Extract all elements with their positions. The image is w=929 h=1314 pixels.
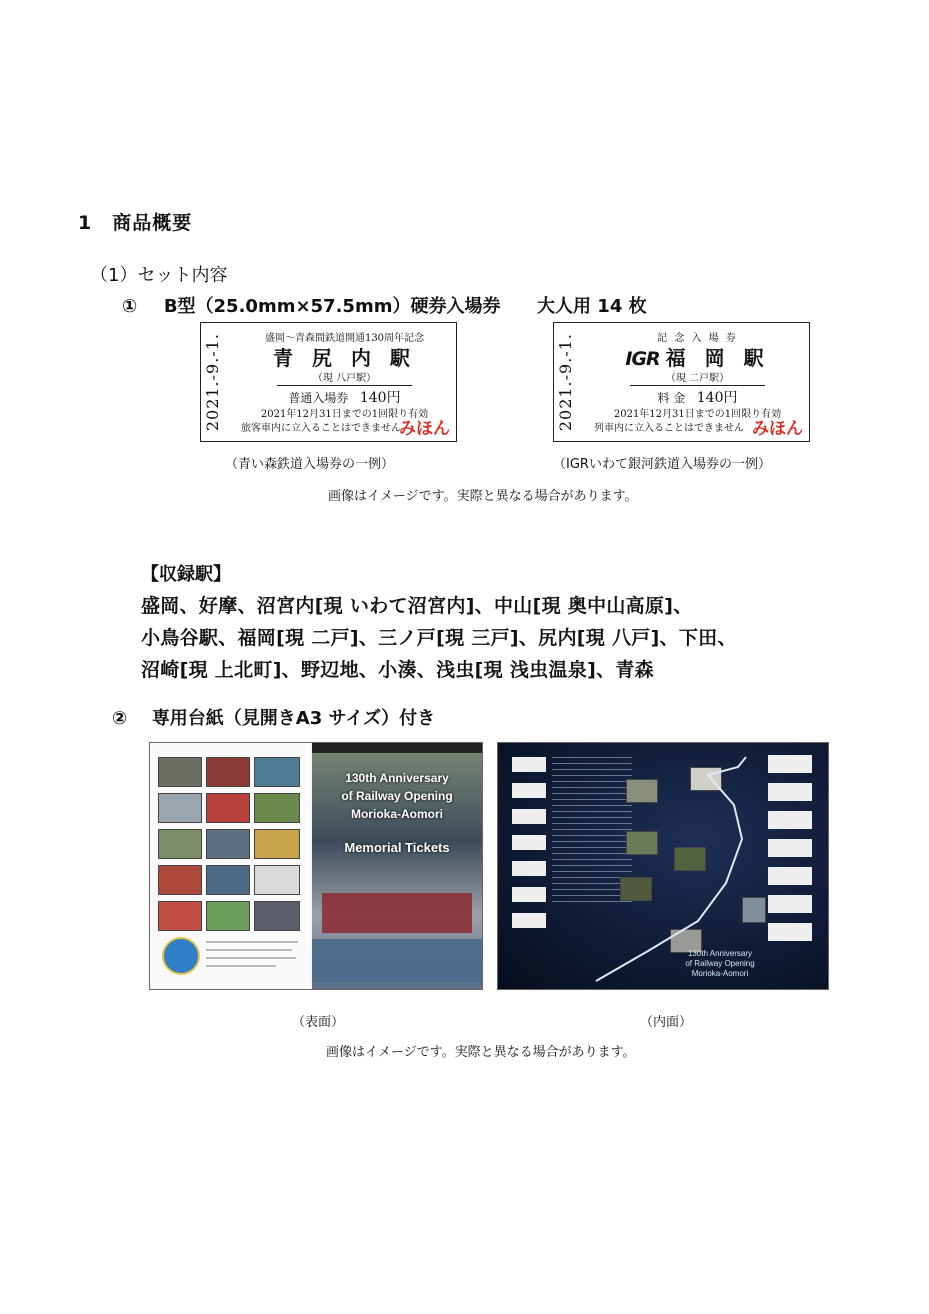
ticket-note: 列車内に立入ることはできません bbox=[594, 423, 744, 434]
ticket-divider bbox=[630, 385, 765, 386]
ticket-fare-row bbox=[590, 387, 805, 407]
igr-logo: IGR bbox=[625, 348, 660, 370]
inside-title: 130th Anniversary of Railway Opening Morioka-Aomori bbox=[685, 949, 755, 978]
anniversary-logo bbox=[162, 937, 200, 975]
item1-number: ① bbox=[122, 296, 138, 317]
ticket-validity: 2021年12月31日までの1回限り有効 bbox=[613, 409, 782, 420]
item1-label: B型（25.0mm×57.5mm）硬券入場券 bbox=[163, 296, 501, 317]
ticket-header: 盛岡～青森間鉄道開通130周年記念 bbox=[264, 333, 425, 344]
inside-caption: （内面） bbox=[640, 1015, 693, 1030]
item2-heading bbox=[112, 704, 435, 730]
mount-inside-image bbox=[497, 742, 829, 990]
ticket-header: 記 念 入 場 券 bbox=[657, 333, 738, 344]
ticket-validity: 2021年12月31日までの1回限り有効 bbox=[260, 409, 429, 420]
item1-heading bbox=[122, 292, 647, 318]
ticket-fare: 140円 bbox=[696, 390, 738, 406]
ticket-station: 福 岡 駅 bbox=[665, 346, 770, 370]
stations-line-2: 小鳥谷駅、福岡[現 二戸]、三ノ戸[現 三戸]、尻内[現 八戸]、下田、 bbox=[141, 627, 737, 649]
image-note: 画像はイメージです。実際と異なる場合があります。 bbox=[328, 489, 638, 504]
ticket-station: 青 尻 内 駅 bbox=[273, 346, 416, 370]
ticket-divider bbox=[277, 385, 412, 386]
front-right-panel bbox=[312, 743, 482, 989]
front-title: 130th Anniversary of Railway Opening Morioka-Aomori Memorial Tickets bbox=[341, 771, 453, 855]
ticket-note: 旅客車内に立入ることはできません bbox=[241, 423, 401, 434]
stations-line-1: 盛岡、好摩、沼宮内[現 いわて沼宮内]、中山[現 奥中山高原]、 bbox=[141, 595, 693, 617]
ticket-caption-aoimori: （青い森鉄道入場券の一例） bbox=[225, 457, 395, 472]
ticket-fare-label: 普通入場券 bbox=[288, 391, 349, 405]
front-caption: （表面） bbox=[292, 1015, 345, 1030]
ticket-aoimori bbox=[200, 322, 457, 442]
sample-stamp: みほん bbox=[752, 419, 803, 439]
item2-label: 専用台紙（見開きA3 サイズ）付き bbox=[151, 708, 436, 729]
stations-line-3: 沼崎[現 上北町]、野辺地、小湊、浅虫[現 浅虫温泉]、青森 bbox=[141, 659, 654, 681]
section-heading: 1 商品概要 bbox=[78, 212, 193, 234]
ticket-date: 2021.-9.-1. bbox=[556, 333, 575, 432]
mount-image-note: 画像はイメージです。実際と異なる場合があります。 bbox=[326, 1045, 636, 1060]
sample-stamp: みほん bbox=[399, 419, 450, 439]
ticket-caption-igr: （IGRいわて銀河鉄道入場券の一例） bbox=[553, 457, 771, 472]
ticket-fare: 140円 bbox=[359, 390, 401, 406]
ticket-igr bbox=[553, 322, 810, 442]
front-left-panel bbox=[150, 743, 310, 989]
item1-quantity: 大人用 14 枚 bbox=[537, 296, 647, 317]
ticket-fare-row bbox=[237, 387, 452, 407]
item2-number: ② bbox=[112, 708, 128, 729]
route-map bbox=[498, 743, 828, 989]
ticket-station-row bbox=[590, 342, 805, 371]
mount-front-image bbox=[149, 742, 483, 990]
stations-heading: 【収録駅】 bbox=[141, 564, 231, 585]
ticket-current-name: （現 二戸駅） bbox=[665, 373, 730, 384]
ticket-current-name: （現 八戸駅） bbox=[312, 373, 377, 384]
ticket-date: 2021.-9.-1. bbox=[203, 333, 222, 432]
ticket-fare-label: 料 金 bbox=[657, 391, 686, 405]
set-contents-heading: （1）セット内容 bbox=[90, 265, 228, 286]
